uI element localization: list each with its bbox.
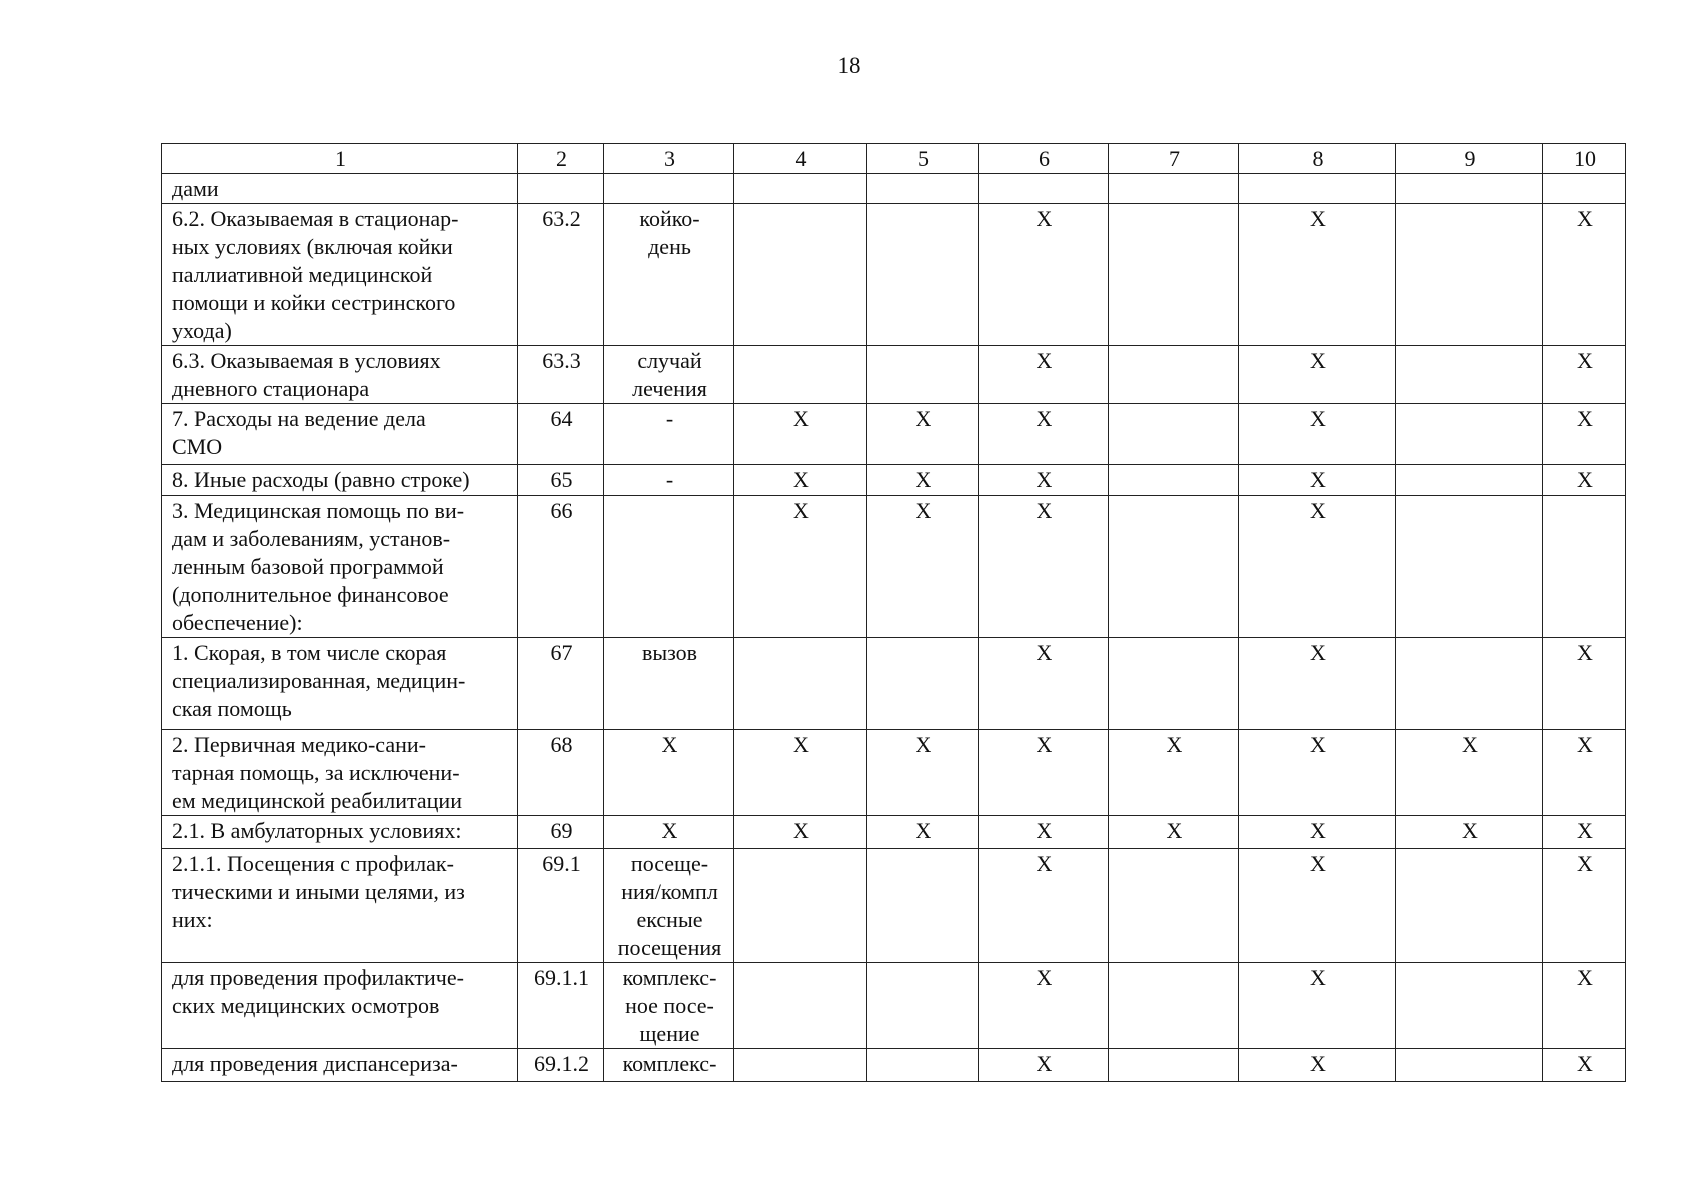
row-code-cell [518,404,604,465]
row-label-line: тическими и иными целями, из [172,879,465,904]
row-label-cell [162,1049,518,1082]
row-label-line: 6.2. Оказываемая в стационар- [172,206,459,231]
column-number-header: 2 [518,144,604,174]
row-code-cell [518,816,604,849]
value-cell [1396,465,1543,496]
unit-cell [604,816,734,849]
value-cell [1109,404,1239,465]
column-number-header: 7 [1109,144,1239,174]
value-cell [867,204,979,346]
row-label-cell [162,816,518,849]
value-cell: X [734,465,867,496]
value-cell: X [979,816,1109,849]
row-label-line: ских медицинских осмотров [172,993,440,1018]
value-cell [1109,963,1239,1049]
value-cell: X [1239,963,1396,1049]
value-cell: X [1109,816,1239,849]
unit-cell [604,849,734,963]
value-cell: X [979,346,1109,404]
value-cell: X [1543,816,1626,849]
row-code-text: 64 [550,406,573,431]
value-cell [1396,963,1543,1049]
row-label-cell [162,496,518,638]
value-cell: X [734,730,867,816]
value-cell: X [1239,816,1396,849]
value-cell [979,174,1109,204]
row-code-cell [518,638,604,730]
column-number-header: 8 [1239,144,1396,174]
value-cell [1396,638,1543,730]
table-row [162,465,1626,496]
value-cell: X [1543,1049,1626,1082]
value-cell: X [1543,963,1626,1049]
value-cell: X [1239,849,1396,963]
unit-cell [604,1049,734,1082]
row-label-line: для проведения профилактиче- [172,965,464,990]
row-label-line: ных условиях (включая койки [172,234,453,259]
row-label-line: 6.3. Оказываемая в условиях [172,348,441,373]
value-cell [1543,174,1626,204]
unit-cell [604,346,734,404]
value-cell: X [1543,204,1626,346]
column-number-header: 1 [162,144,518,174]
row-code-text: 65 [550,467,573,492]
unit-line: X [661,818,678,843]
row-label-line: 3. Медицинская помощь по ви- [172,498,465,523]
value-cell: X [867,496,979,638]
row-label-line: СМО [172,434,223,459]
row-code-cell [518,204,604,346]
unit-cell [604,496,734,638]
value-cell: X [867,730,979,816]
row-label-line: 2. Первичная медико-сани- [172,732,426,757]
row-code-text: 69.1.1 [534,965,589,990]
unit-cell [604,404,734,465]
unit-line: койко- [639,206,700,231]
value-cell: X [1396,730,1543,816]
row-label-line: 2.1.1. Посещения с профилак- [172,851,454,876]
row-label-cell [162,638,518,730]
value-cell: X [734,496,867,638]
row-label-line: 1. Скорая, в том числе скорая [172,640,447,665]
value-cell [867,638,979,730]
column-number-header: 6 [979,144,1109,174]
row-label-cell [162,730,518,816]
row-label-line: 8. Иные расходы (равно строке) [172,467,470,492]
value-cell: X [1543,465,1626,496]
value-cell [1109,1049,1239,1082]
value-cell: X [1239,1049,1396,1082]
value-cell [734,963,867,1049]
value-cell: X [979,638,1109,730]
value-cell: X [1239,404,1396,465]
value-cell [1396,849,1543,963]
value-cell: X [1239,465,1396,496]
value-cell [1239,174,1396,204]
row-code-text: 63.3 [542,348,581,373]
value-cell [1396,174,1543,204]
column-number-header: 5 [867,144,979,174]
row-label-line: паллиативной медицинской [172,262,433,287]
unit-line: ное посе- [625,993,714,1018]
row-code-cell [518,1049,604,1082]
row-label-cell [162,204,518,346]
value-cell: X [734,404,867,465]
row-label-line: помощи и койки сестринского [172,290,456,315]
unit-cell [604,963,734,1049]
value-cell [734,346,867,404]
value-cell [1109,174,1239,204]
row-label-line: дами [172,176,219,201]
table-row [162,496,1626,638]
value-cell: X [867,404,979,465]
table-row [162,963,1626,1049]
value-cell [867,1049,979,1082]
row-code-cell [518,174,604,204]
table-row [162,816,1626,849]
row-code-text: 69 [550,818,573,843]
unit-line: щение [639,1021,700,1046]
table-row [162,849,1626,963]
unit-line: - [665,406,674,431]
column-number-header: 10 [1543,144,1626,174]
value-cell: X [1239,638,1396,730]
unit-line: - [665,467,674,492]
value-cell: X [734,816,867,849]
value-cell: X [1543,730,1626,816]
value-cell: X [1239,496,1396,638]
row-label-line: ленным базовой программой [172,554,444,579]
table-row [162,638,1626,730]
row-label-line: дневного стационара [172,376,370,401]
value-cell: X [979,496,1109,638]
column-number-header: 9 [1396,144,1543,174]
table-row [162,1049,1626,1082]
unit-line: посеще- [630,851,709,876]
row-label-line: ем медицинской реабилитации [172,788,462,813]
row-label-line: для проведения диспансериза- [172,1051,458,1076]
row-label-line: ская помощь [172,696,292,721]
value-cell: X [979,404,1109,465]
value-cell [867,849,979,963]
unit-line: ексные [636,907,703,932]
value-cell [1396,346,1543,404]
unit-line: посещения [617,935,722,960]
row-label-line: ухода) [172,318,232,343]
value-cell: X [1239,730,1396,816]
value-cell: X [979,730,1109,816]
value-cell [1396,496,1543,638]
row-code-text: 68 [550,732,573,757]
value-cell [1109,496,1239,638]
row-code-text: 67 [550,640,573,665]
table-row [162,174,1626,204]
unit-line: день [648,234,691,259]
value-cell: X [1543,638,1626,730]
value-cell [1396,204,1543,346]
value-cell [1109,346,1239,404]
row-code-text: 63.2 [542,206,581,231]
row-code-text: 69.1 [542,851,581,876]
value-cell: X [1543,346,1626,404]
value-cell [734,638,867,730]
table-row [162,404,1626,465]
column-number-header: 4 [734,144,867,174]
row-code-text: 69.1.2 [534,1051,589,1076]
page-number: 18 [837,53,861,78]
row-label-cell [162,404,518,465]
value-cell: X [979,849,1109,963]
row-code-cell [518,963,604,1049]
unit-line: лечения [632,376,707,401]
value-cell [734,204,867,346]
unit-cell [604,638,734,730]
unit-cell [604,204,734,346]
value-cell: X [1396,816,1543,849]
row-label-line: специализированная, медицин- [172,668,466,693]
row-label-line: тарная помощь, за исключени- [172,760,460,785]
table-row [162,204,1626,346]
value-cell [867,174,979,204]
row-label-cell [162,963,518,1049]
table-row [162,346,1626,404]
data-table [161,143,1626,1082]
row-label-line: обеспечение): [172,610,303,635]
value-cell [1543,496,1626,638]
row-label-line: них: [172,907,213,932]
value-cell [1109,465,1239,496]
value-cell [1109,849,1239,963]
unit-line: ния/компл [621,879,718,904]
unit-line: случай [637,348,702,373]
row-code-cell [518,346,604,404]
value-cell [1396,1049,1543,1082]
row-label-line: 7. Расходы на ведение дела [172,406,426,431]
row-label-cell [162,465,518,496]
row-code-text: 66 [550,498,573,523]
row-code-cell [518,730,604,816]
unit-line: комплекс- [622,965,717,990]
column-number-header: 3 [604,144,734,174]
row-label-cell [162,346,518,404]
row-label-line: дам и заболеваниям, установ- [172,526,451,551]
value-cell: X [979,204,1109,346]
value-cell [867,346,979,404]
row-label-line: 2.1. В амбулаторных условиях: [172,818,462,843]
value-cell: X [979,963,1109,1049]
value-cell [1396,404,1543,465]
value-cell: X [1543,849,1626,963]
table-row [162,730,1626,816]
row-code-cell [518,496,604,638]
unit-cell [604,174,734,204]
value-cell: X [1543,404,1626,465]
value-cell: X [867,465,979,496]
value-cell: X [979,465,1109,496]
value-cell: X [1109,730,1239,816]
row-label-cell [162,174,518,204]
value-cell: X [1239,204,1396,346]
value-cell [734,849,867,963]
value-cell: X [1239,346,1396,404]
unit-line: X [661,732,678,757]
table-header-row [162,144,1626,174]
unit-line: вызов [641,640,698,665]
row-code-cell [518,849,604,963]
unit-cell [604,465,734,496]
row-code-cell [518,465,604,496]
value-cell [867,963,979,1049]
value-cell [734,1049,867,1082]
value-cell [734,174,867,204]
value-cell [1109,204,1239,346]
value-cell: X [867,816,979,849]
value-cell: X [979,1049,1109,1082]
value-cell [1109,638,1239,730]
unit-cell [604,730,734,816]
row-label-cell [162,849,518,963]
row-label-line: (дополнительное финансовое [172,582,449,607]
unit-line: комплекс- [622,1051,717,1076]
